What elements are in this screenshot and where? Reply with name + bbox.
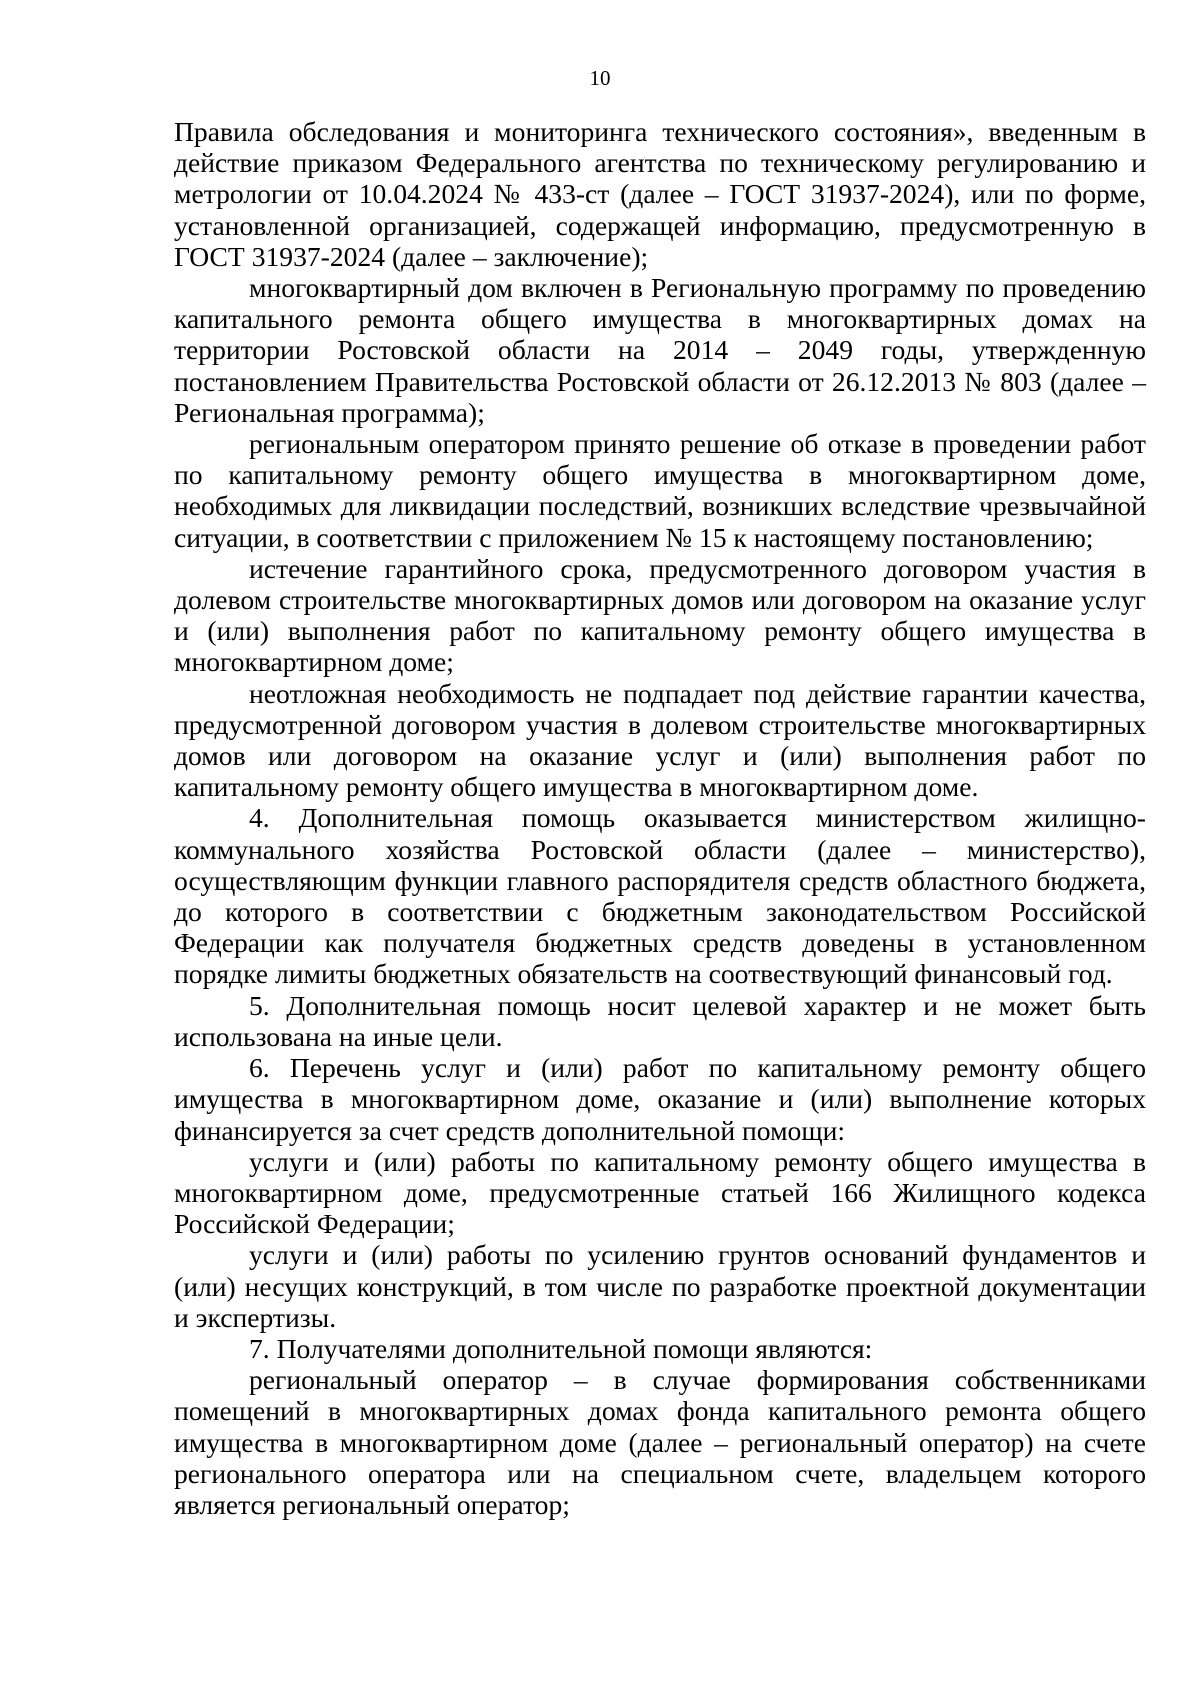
paragraph: 7. Получателями дополнительной помощи являются:: [249, 1332, 873, 1364]
paragraph: услуги и (или) работы по капитальному ремонту общего имущества в многоквартирном доме, предусмотренные статьей 166 Жилищного кодекса Российской Федерации;: [174, 1145, 1146, 1240]
page-number: 10: [589, 66, 611, 90]
paragraph: многоквартирный дом включен в Региональную программу по проведению капитального ремонта общего имущества в многоквартирных домах на территории Ростовской области на 2014 – 2049 годы, утвержденную постановлением Правительства Ростовской области от 26.12.2013 № 803 (далее – Региональная программа);: [174, 272, 1146, 428]
paragraph: 4. Дополнительная помощь оказывается министерством жилищно-коммунального хозяйства Ростовской области (далее – министерство), осуществляющим функции главного распорядителя средств областного бюджета, до которого в соответствии с бюджетным законодательством Российской Федерации как получателя бюджетных средств доведены в установленном порядке лимиты бюджетных обязательств на соотвествующий финансовый год.: [174, 802, 1146, 990]
paragraph: региональным оператором принято решение об отказе в проведении работ по капитальному ремонту общего имущества в многоквартирном доме, необходимых для ликвидации последствий, возникших вследствие чрезвычайной ситуации, в соответствии с приложением № 15 к настоящему постановлению;: [174, 428, 1146, 553]
paragraph: Правила обследования и мониторинга технического состояния», введенным в действие приказом Федерального агентства по техническому регулированию и метрологии от 10.04.2024 № 433-ст (далее – ГОСТ 31937-2024), или по форме, установленной организацией, содержащей информацию, предусмотренную в ГОСТ 31937-2024 (далее – заключение);: [174, 116, 1146, 272]
paragraph: услуги и (или) работы по усилению грунтов оснований фундаментов и (или) несущих конструкций, в том числе по разработке проектной документации и экспертизы.: [174, 1239, 1146, 1333]
document-body: [174, 116, 1146, 1520]
paragraph: 6. Перечень услуг и (или) работ по капитальному ремонту общего имущества в многоквартирном доме, оказание и (или) выполнение которых финансируется за счет средств дополнительной помощи:: [174, 1052, 1146, 1146]
paragraph: региональный оператор – в случае формирования собственниками помещений в многоквартирных домах фонда капитального ремонта общего имущества в многоквартирном доме (далее – региональный оператор) на счете регионального оператора или на специальном счете, владельцем которого является региональный оператор;: [174, 1364, 1146, 1520]
paragraph: истечение гарантийного срока, предусмотренного договором участия в долевом строительстве многоквартирных домов или договором на оказание услуг и (или) выполнения работ по капитальному ремонту общего имущества в многоквартирном доме;: [174, 552, 1146, 678]
paragraph: 5. Дополнительная помощь носит целевой характер и не может быть использована на иные цели.: [174, 989, 1146, 1052]
paragraph: неотложная необходимость не подпадает под действие гарантии качества, предусмотренной договором участия в долевом строительстве многоквартирных домов или договором на оказание услуг и (или) выполнения работ по капитальному ремонту общего имущества в многоквартирном доме.: [174, 677, 1146, 803]
